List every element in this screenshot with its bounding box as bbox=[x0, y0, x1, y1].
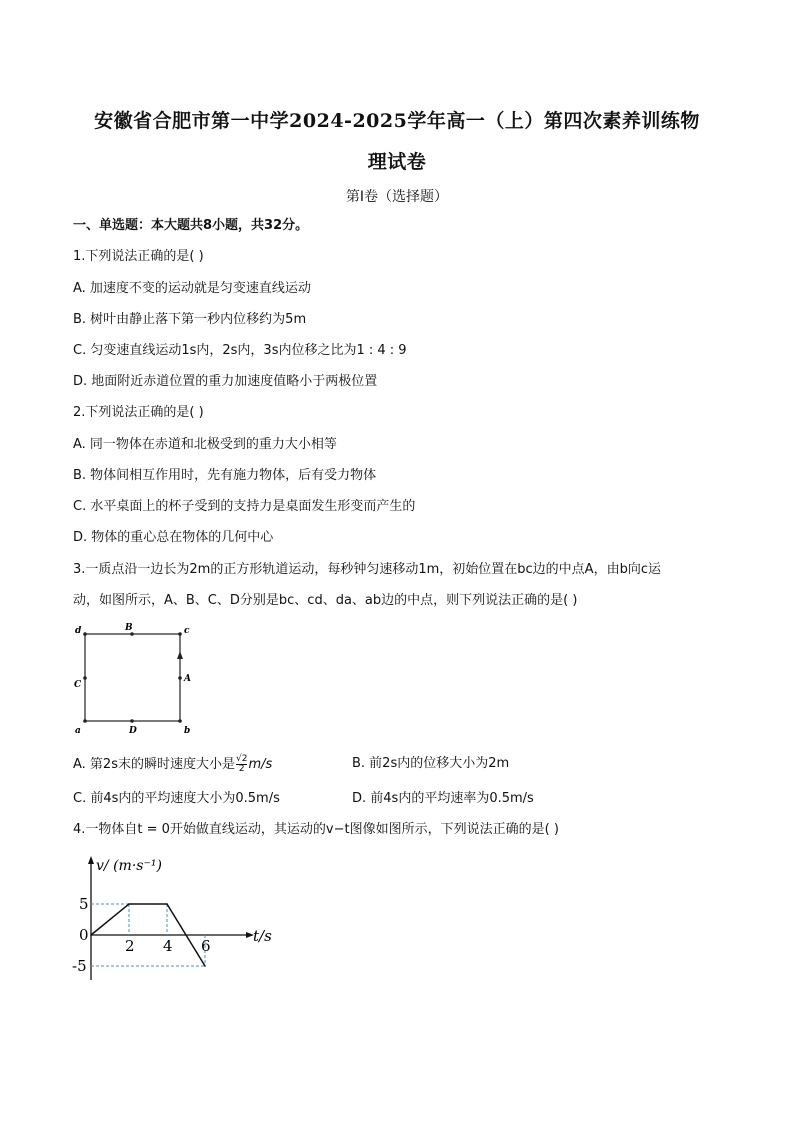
q2-stem: 2.下列说法正确的是( ) bbox=[73, 405, 204, 420]
q1-option-a: A. 加速度不变的运动就是匀变速直线运动 bbox=[73, 281, 311, 296]
q2-option-a: A. 同一物体在赤道和北极受到的重力大小相等 bbox=[73, 437, 337, 452]
origin-label: 0 bbox=[79, 926, 89, 944]
square-track bbox=[85, 634, 180, 721]
corner-label-b: b bbox=[184, 726, 191, 736]
q1-option-b: B. 树叶由静止落下第一秒内位移约为5m bbox=[73, 312, 307, 327]
q3-option-a bbox=[73, 755, 272, 774]
q1-option-c: C. 匀变速直线运动1s内，2s内，3s内位移之比为1 : 4 : 9 bbox=[73, 343, 407, 358]
vt-data-point bbox=[166, 903, 168, 905]
midpoint-label-C: C bbox=[74, 680, 82, 690]
q2-option-d: D. 物体的重心总在物体的几何中心 bbox=[73, 530, 274, 545]
corner-a-point bbox=[83, 719, 87, 723]
midpoint-label-D: D bbox=[129, 726, 137, 736]
y-axis-label: v/ (m·s⁻¹) bbox=[96, 858, 162, 874]
q3-option-a-unit: m/s bbox=[248, 757, 273, 772]
q3-stem-line1: 3.一质点沿一边长为2m的正方形轨道运动，每秒钟匀速移动1m，初始位置在bc边的中点A，由b向c运 bbox=[73, 562, 661, 577]
q2-option-c: C. 水平桌面上的杯子受到的支持力是桌面发生形变而产生的 bbox=[73, 499, 416, 514]
midpoint-A-point bbox=[178, 676, 182, 680]
corner-b-point bbox=[178, 719, 182, 723]
y-axis-arrow-icon bbox=[88, 856, 94, 864]
midpoint-D-point bbox=[130, 719, 134, 723]
vt-data-point bbox=[128, 903, 130, 905]
midpoint-label-A: A bbox=[184, 674, 191, 684]
q3-option-a-text: A. 第2s末的瞬时速度大小是 bbox=[73, 757, 235, 772]
corner-label-d: d bbox=[75, 626, 82, 636]
midpoint-C-point bbox=[83, 676, 87, 680]
q4-stem: 4.一物体自t = 0开始做直线运动，其运动的v−t图像如图所示，下列说法正确的是( ) bbox=[73, 822, 559, 837]
exam-title-line2: 理试卷 bbox=[367, 151, 427, 173]
exam-title-line1: 安徽省合肥市第一中学2024-2025学年高一（上）第四次素养训练物 bbox=[94, 110, 700, 132]
q2-option-b: B. 物体间相互作用时，先有施力物体，后有受力物体 bbox=[73, 468, 377, 483]
y-tick-label: -5 bbox=[72, 957, 87, 975]
vt-data-point bbox=[204, 965, 206, 967]
q3-option-a-fraction bbox=[236, 755, 247, 774]
midpoint-label-B: B bbox=[125, 623, 133, 633]
q3-option-c: C. 前4s内的平均速度大小为0.5m/s bbox=[73, 791, 280, 806]
fraction-denominator: 2 bbox=[238, 764, 245, 774]
q3-stem-line2: 动，如图所示，A、B、C、D分别是bc、cd、da、ab边的中点，则下列说法正确的是( ) bbox=[73, 593, 578, 608]
q1-option-d: D. 地面附近赤道位置的重力加速度值略小于两极位置 bbox=[73, 374, 378, 389]
part-heading: 第I卷（选择题） bbox=[345, 189, 449, 205]
y-tick-label: 5 bbox=[79, 895, 89, 913]
vt-chart bbox=[60, 850, 300, 990]
corner-label-a: a bbox=[75, 726, 81, 736]
x-tick-label: 6 bbox=[201, 937, 211, 955]
corner-label-c: c bbox=[184, 626, 190, 636]
x-axis-label: t/s bbox=[253, 927, 272, 945]
fraction-numerator: √2 bbox=[235, 754, 248, 764]
q1-stem: 1.下列说法正确的是( ) bbox=[73, 249, 204, 264]
corner-c-point bbox=[178, 632, 182, 636]
section-heading: 一、单选题：本大题共8小题，共32分。 bbox=[73, 218, 309, 233]
square-track-figure bbox=[70, 620, 200, 740]
direction-arrow-icon bbox=[177, 651, 183, 659]
x-tick-label: 4 bbox=[163, 937, 173, 955]
vt-data-point bbox=[90, 934, 92, 936]
q3-option-b: B. 前2s内的位移大小为2m bbox=[352, 756, 510, 771]
x-tick-label: 2 bbox=[125, 937, 135, 955]
corner-d-point bbox=[83, 632, 87, 636]
q3-option-d: D. 前4s内的平均速率为0.5m/s bbox=[352, 791, 534, 806]
